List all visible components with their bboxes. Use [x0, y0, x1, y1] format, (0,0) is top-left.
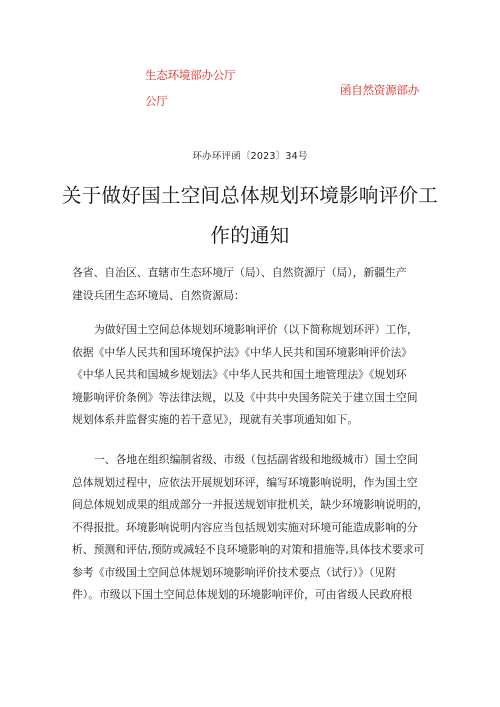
paragraph-line: 析、预测和评估,预防或减轻不良环境影响的对策和措施等,具体技术要求可: [72, 543, 425, 556]
paragraph-line: 为做好国土空间总体规划环境影响评价（以下简称规划环评）工作，: [94, 323, 418, 336]
paragraph-line: 一、各地在组织编制省级、市级（包括副省级和地级城市）国土空间: [94, 453, 418, 466]
paragraph-line: 件）。市级以下国土空间总体规划的环境影响评价，可由省级人民政府根: [72, 588, 413, 601]
addressee-line: 建设兵团生态环境局、自然资源局：: [72, 288, 245, 302]
paragraph-line: 依据《中华人民共和国环境保护法》《中华人民共和国环境影响评价法》: [72, 345, 413, 359]
paragraph-line: 间总体规划成果的组成部分一并报送规划审批机关，缺少环境影响说明的，: [72, 498, 429, 511]
paragraph-intro: [72, 319, 444, 432]
paragraph-line: 总体规划过程中，应依法开展规划环评，编写环境影响说明，作为国土空: [72, 475, 418, 489]
issuer-ministry-natural-resources: 函自然资源部办: [340, 83, 420, 97]
paragraph-line: 规划体系并监督实施的若干意见》，现就有关事项通知如下。: [72, 413, 359, 426]
addressee-block: [72, 262, 444, 307]
document-title-line1: 关于做好国土空间总体规划环境影响评价工: [61, 184, 439, 207]
issuer-ministry-ecology-line2: 公厅: [145, 94, 168, 108]
issuer-ministry-ecology-line1: 生态环境部办公厅: [145, 68, 236, 82]
paragraph-line: 不得报批。环境影响说明内容应当包括规划实施对环境可能造成影响的分: [72, 520, 418, 534]
document-number: 环办环评函〔2023〕34号: [192, 151, 308, 162]
document-title-line2: 作的通知: [210, 224, 290, 247]
paragraph-line: 《中华人民共和国城乡规划法》《中华人民共和国土地管理法》《规划环: [72, 368, 407, 381]
paragraph-line: 参考《市级国土空间总体规划环境影响评价技术要点（试行）》（见附: [72, 565, 396, 579]
paragraph-item-one: [72, 449, 444, 607]
paragraph-line: 境影响评价条例》等法律法规，以及《中共中央国务院关于建立国土空间: [72, 390, 418, 404]
addressee-line: 各省、自治区、直辖市生态环境厅（局）、自然资源厅（局），新疆生产: [72, 266, 407, 279]
